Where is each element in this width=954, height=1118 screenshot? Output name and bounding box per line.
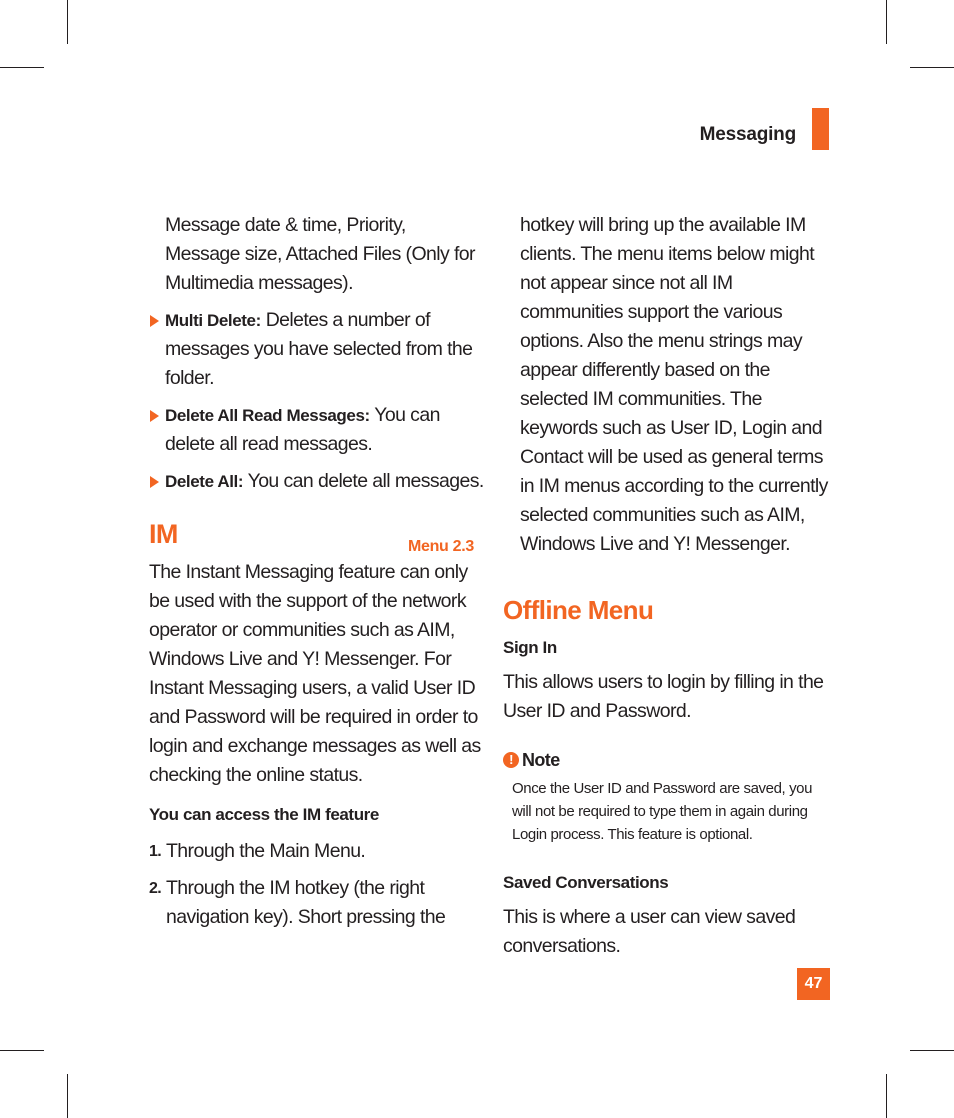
bullet-multi-delete: [149, 306, 484, 393]
note-heading: [503, 746, 833, 775]
crop-mark: [910, 67, 954, 68]
right-column: [503, 211, 833, 961]
signin-heading: Sign In: [503, 638, 557, 657]
triangle-bullet-icon: [150, 410, 159, 422]
crop-mark: [67, 0, 68, 44]
section-title: Messaging: [699, 124, 796, 145]
bullet-label: Multi Delete:: [165, 311, 261, 330]
bullet-label: Delete All:: [165, 472, 244, 491]
note-body: Once the User ID and Password are saved, you will not be required to type them in again during Login process. This feature is optional.: [512, 780, 813, 843]
step-text: Through the IM hotkey (the right navigation key). Short pressing the: [166, 877, 446, 928]
step-number: 2.: [149, 880, 162, 897]
im-menu-number: Menu 2.3: [407, 538, 474, 555]
bullet-text: Deletes a number of messages you have selected from the folder.: [165, 309, 473, 389]
bullet-text: You can delete all messages.: [243, 470, 484, 492]
signin-body: This allows users to login by filling in the User ID and Password.: [503, 671, 824, 722]
triangle-bullet-icon: [150, 476, 159, 488]
bullet-delete-all-read: [149, 401, 484, 459]
section-tab: [812, 108, 829, 150]
offline-menu-title: Offline Menu: [503, 595, 654, 625]
bullet-label: Delete All Read Messages:: [165, 406, 370, 425]
continuation-text: hotkey will bring up the available IM clients. The menu items below might not appear since not all IM communities support the various options. Also the menu strings may appear differently based on the selected IM communities. The keywords such as User ID, Login and Contact will be used as general terms in IM menus according to the currently selected communities such as AIM, Windows Live and Y! Messenger.: [520, 214, 828, 555]
access-heading: You can access the IM feature: [149, 805, 379, 824]
triangle-bullet-icon: [150, 315, 159, 327]
crop-mark: [0, 67, 44, 68]
crop-mark: [67, 1074, 68, 1118]
step-number: 1.: [149, 843, 162, 860]
crop-mark: [886, 1074, 887, 1118]
im-body: The Instant Messaging feature can only be used with the support of the network operator or communities such as AIM, Windows Live and Y! Messenger. For Instant Messaging users, a valid User ID and Password will be required in order to login and exchange messages as well as checking the online status.: [149, 561, 481, 786]
crop-mark: [910, 1050, 954, 1051]
crop-mark: [0, 1050, 44, 1051]
page-number: 47: [797, 968, 830, 1000]
saved-conversations-heading: Saved Conversations: [503, 873, 669, 892]
crop-mark: [886, 0, 887, 44]
note-label: Note: [522, 750, 560, 770]
step-item: [149, 837, 484, 866]
exclamation-icon: !: [503, 752, 519, 768]
im-section-header: [149, 518, 484, 558]
intro-text: Message date & time, Priority, Message size, Attached Files (Only for Multimedia messages).: [165, 214, 475, 294]
bullet-text: You can delete all read messages.: [165, 404, 440, 455]
saved-conversations-body: This is where a user can view saved conversations.: [503, 906, 796, 957]
im-title: IM: [149, 519, 178, 549]
bullet-delete-all: [149, 467, 484, 496]
step-item: [149, 874, 484, 932]
step-text: Through the Main Menu.: [166, 840, 366, 862]
left-column: [149, 211, 484, 932]
